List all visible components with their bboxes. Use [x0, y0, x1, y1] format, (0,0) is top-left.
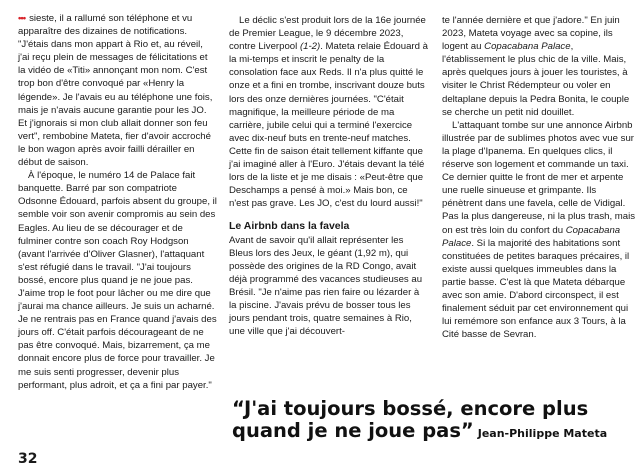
pull-quote-text: “J'ai toujours bossé, encore plus quand je ne joue pas” — [232, 397, 589, 442]
paragraph-text: . Si la majorité des habitations sont constituées de petites baraques précaires, il existe aussi quelques immeubles dans la partie basse. C'est là que Mateta débarque avec son amie. D'abord circonspect, il est finalement séduit par cet environnement qui lui remémore son enfance aux 3 Tours, à la Cité basse de Sevran. — [442, 237, 630, 341]
paragraph — [18, 12, 217, 169]
paragraph — [229, 14, 428, 210]
pull-quote-author: Jean-Philippe Mateta — [477, 427, 608, 440]
paragraph-text: Le déclic s'est produit lors de la 16e journée de Premier League, le 9 décembre 2023, contre Liverpool — [229, 15, 426, 53]
match-score: (1-2) — [299, 41, 321, 53]
continuation-marker: ••• — [18, 13, 26, 24]
article-column-3 — [442, 14, 638, 341]
paragraph: Avant de savoir qu'il allait représenter les Bleus lors des Jeux, le géant (1,92 m), qui possède des origines de la RD Congo, avait déjà programmé des vacances studieuses au Brésil. "Je n'aime pas rien faire ou lézarder à la piscine. J'avais prévu de bosser tous les jours pendant trois, quatre semaines à Rio, une ville que j'ai découvert- — [229, 234, 423, 338]
paragraph: À l'époque, le numéro 14 de Palace fait banquette. Barré par son compatriote Odsonne Édouard, parfois absent du groupe, il semble voir son avenir compromis au sein des Eagles. Au lieu de se décourager et de fulminer contre son coach Roy Hodgson (avant l'arrivée d'Oliver Glasner), l'attaquant s'est réfugié dans le travail. "J'ai toujours bossé, encore plus quand je ne joue pas. J'aime trop le foot pour lâcher ou me dire que j'aurai ma chance ailleurs. Je suis un acharné. Je ne rentrais pas en France quand j'avais des jours off. C'était parfois décourageant de ne pas être convoqué. Mais, bizarrement, ça me donnait encore plus de force pour travailler. Je me suis senti progresser, devenir plus performant, plus adroit, et ça a fini par payer." — [18, 170, 217, 391]
section-subheading: Le Airbnb dans la favela — [229, 220, 350, 233]
paragraph — [442, 119, 638, 342]
article-column-1 — [18, 12, 217, 392]
paragraph-text: , l'établissement le plus chic de la ville. Mais, après quelques jours à jouer les touristes, à visiter le Christ Rédempteur ou voler en deltaplane depuis la Pedra Bonita, le couple se cherche un petit nid douillet. — [442, 41, 630, 118]
article-column-2 — [229, 14, 428, 338]
pull-quote — [232, 398, 637, 445]
hotel-name: Copacabana Palace — [484, 41, 571, 53]
page-number: 32 — [18, 451, 38, 467]
paragraph — [442, 14, 638, 119]
paragraph-text: . Mateta relaie Édouard à la mi-temps et inscrit le penalty de la consolation face aux Reds. Il n'a plus quitté le onze et a fini en trombe, inscrivant douze buts lors des onze dernières journées. "C'était magnifique, la meilleure période de ma carrière, jubile celui qui a terminé l'exercice avec dix-neuf buts en trente-neuf matches. Cette fin de saison était tellement kiffante que j'ai imaginé aller à l'Euro. J'étais devant la télé lors de la liste et je me disais : «Peut-être que Deschamps a pensé à moi.» Mais bon, ce n'est pas grave. Les JO, c'est du lourd aussi!" — [229, 41, 428, 210]
paragraph-text: sieste, il a rallumé son téléphone et vu apparaître des dizaines de notifications. "J'étais dans mon appart à Rio et, au réveil, j'ai reçu plein de messages de félicitations et la vidéo de «Titi» annonçant mon nom. C'est trop bon d'être convoqué par «Henry la légende». Je l'avais eu au téléphone une fois, mais je n'avais aucune garantie pour les JO. Et j'ignorais si mon club allait donner son feu vert", rembobine Mateta, fier d'avoir accroché le bon wagon après avoir failli dérailler en début de saison. — [18, 13, 213, 169]
paragraph-text: te l'année dernière et que j'adore." En juin 2023, Mateta voyage avec sa copine, ils logent au — [442, 15, 620, 53]
hotel-name: Copacabana Palace — [442, 224, 621, 249]
paragraph-text: L'attaquant tombe sur une annonce Airbnb illustrée par de sublimes photos avec vue sur la plage d'Ipanema. En quelques clics, il réserve son logement et commande un taxi. Ce dernier quitte le front de mer et arpente une ruelle sinueuse et grimpante. Ils pénètrent dans une favela, celle de Vidigal. Pas la plus dangereuse, ni la plus trash, mais on est très loin du confort du — [442, 119, 636, 236]
